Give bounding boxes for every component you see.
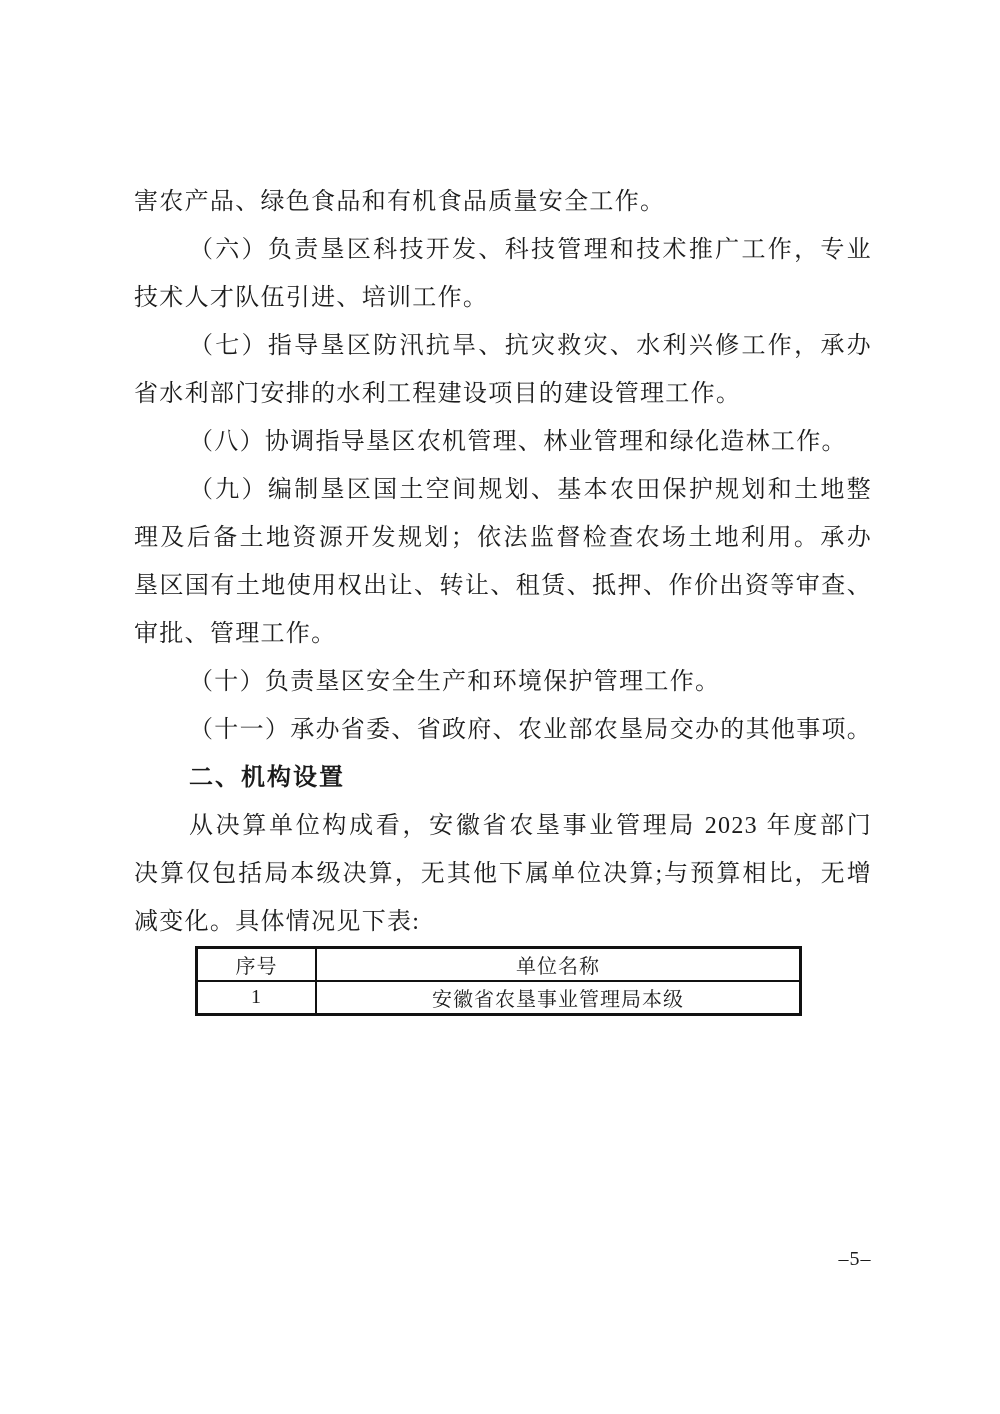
org-structure-table [195, 946, 802, 1016]
text-line: （六）负责垦区科技开发、科技管理和技术推广工作，专业 [189, 237, 872, 263]
text-line: 技术人才队伍引进、培训工作。 [134, 285, 489, 311]
org-table-header [197, 948, 801, 982]
text-line: 减变化。具体情况见下表: [134, 909, 421, 935]
text-line: （九）编制垦区国土空间规划、基本农田保护规划和土地整 [189, 477, 872, 503]
table-column-header: 单位名称 [316, 948, 801, 982]
page-number: –5– [838, 1248, 872, 1270]
text-line: 省水利部门安排的水利工程建设项目的建设管理工作。 [134, 381, 742, 407]
text-line: （十一）承办省委、省政府、农业部农垦局交办的其他事项。 [189, 717, 873, 743]
text-line: 决算仅包括局本级决算，无其他下属单位决算;与预算相比，无增 [134, 861, 872, 887]
text-line: （七）指导垦区防汛抗旱、抗灾救灾、水利兴修工作，承办 [189, 333, 872, 359]
text-line: （八）协调指导垦区农机管理、林业管理和绿化造林工作。 [189, 429, 847, 455]
table-header-row [197, 948, 801, 982]
text-line: 从决算单位构成看，安徽省农垦事业管理局 2023 年度部门 [189, 813, 872, 839]
text-line: （十）负责垦区安全生产和环境保护管理工作。 [189, 669, 721, 695]
document-body [134, 178, 872, 946]
text-line: 垦区国有土地使用权出让、转让、租赁、抵押、作价出资等审查、 [134, 573, 872, 599]
section-heading: 二、机构设置 [189, 764, 345, 791]
text-line: 审批、管理工作。 [134, 621, 337, 647]
table-cell: 1 [197, 981, 317, 1015]
text-line: 害农产品、绿色食品和有机食品质量安全工作。 [134, 189, 666, 215]
org-table-body [197, 981, 801, 1015]
table-cell: 安徽省农垦事业管理局本级 [316, 981, 801, 1015]
table-column-header: 序号 [197, 948, 317, 982]
table-row [197, 981, 801, 1015]
text-line: 理及后备土地资源开发规划；依法监督检查农场土地利用。承办 [134, 525, 872, 551]
